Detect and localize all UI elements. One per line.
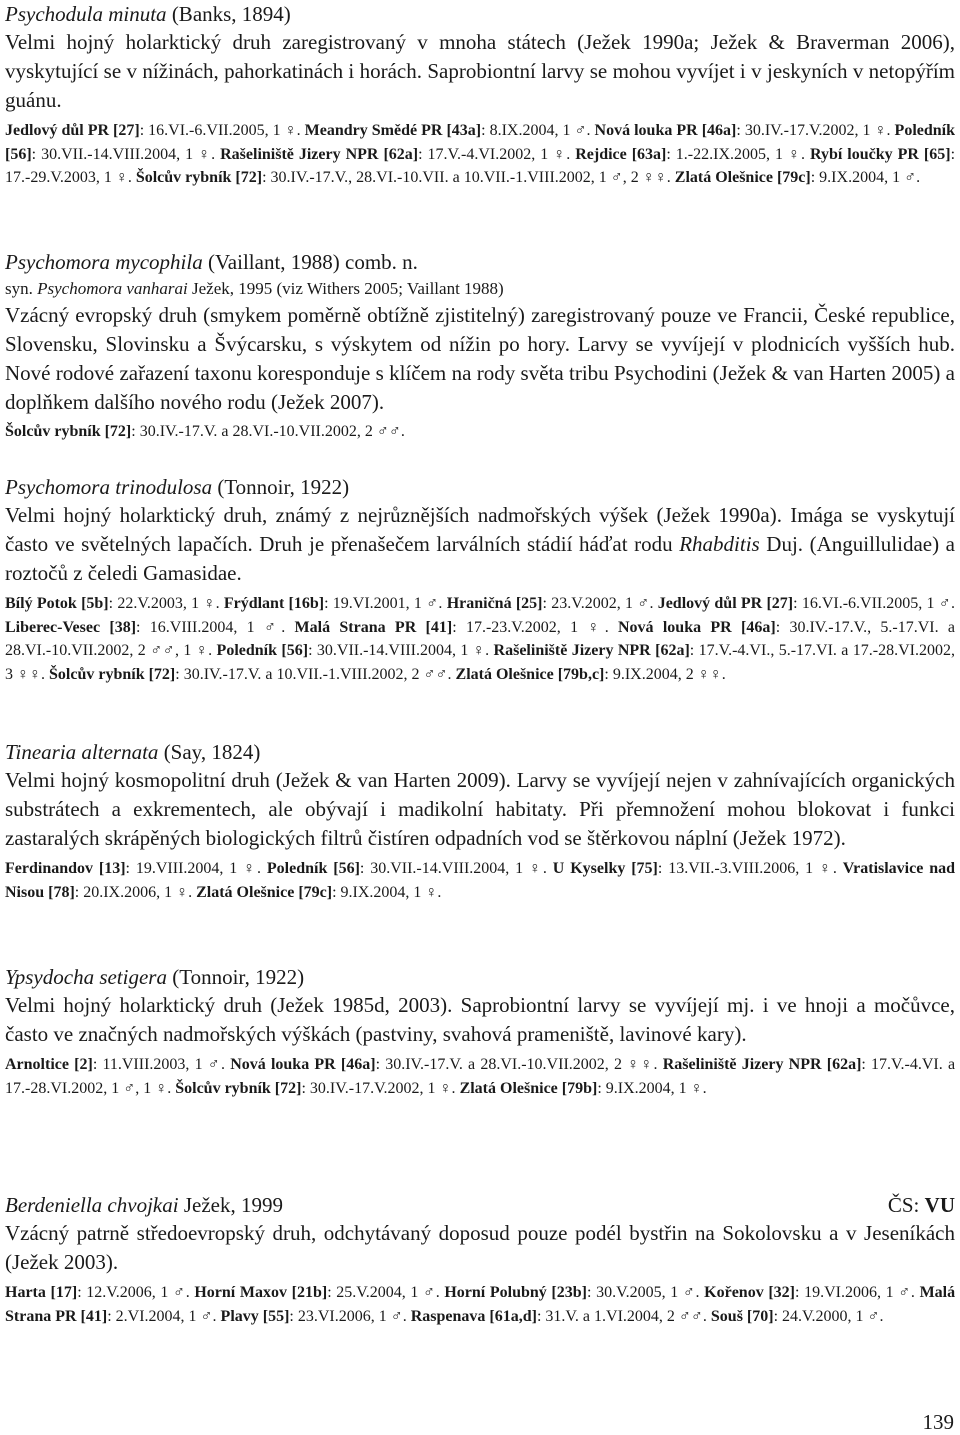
genus-name: Rhabditis [679, 532, 760, 556]
record-locality: Rašeliniště Jizery NPR [62a] [220, 145, 419, 163]
record-locality: Zlatá Olešnice [79c] [674, 169, 811, 186]
record-locality: Plavy [55] [220, 1307, 290, 1325]
synonym-rest: Ježek, 1995 (viz Withers 2005; Vaillant 1988) [187, 279, 504, 298]
record-data: : 9.IX.2004, 2 ♀♀. [604, 665, 726, 683]
record-locality: Jedlový důl PR [27] [657, 595, 794, 612]
record-locality: Souš [70] [710, 1307, 774, 1325]
record-data: : 17.V.-4.VI.2002, 1 ♀. [418, 145, 576, 163]
species-entry-tinearia-alternata [5, 740, 955, 904]
record-locality: Hraničná [25] [446, 595, 543, 612]
record-locality: U Kyselky [75] [552, 860, 658, 877]
species-description: Velmi hojný kosmopolitní druh (Ježek & van Harten 2009). Larvy se vyvíjejí nejen v zahnívajících organických substrátech a exkrementech, ale obývají i madikolní habitaty. Při přemnožení mohou blokovat i funkci zastaralých skrápěných biologických filtrů čistíren odpadních vod se štěrkovou náplní (Ježek 1972). [5, 768, 955, 850]
record-locality: Meandry Smědé PR [43a] [304, 122, 482, 139]
species-name: Psychomora mycophila [5, 250, 203, 274]
record-data: : 30.IV.-17.V. a 10.VII.-1.VIII.2002, 2 ♂♂. [175, 665, 456, 683]
threat-status [888, 1193, 955, 1217]
record-data: : 12.V.2006, 1 ♂. [77, 1284, 195, 1301]
record-data: : 16.VI.-6.VII.2005, 1 ♂. [793, 595, 956, 612]
record-data: : 25.V.2004, 1 ♂. [327, 1284, 445, 1301]
record-locality: Vratislavice nad Nisou [78] [5, 860, 955, 901]
record-data: : 30.IV.-17.V., 5.-17.VI. a 28.VI.-10.VII.2002, 2 ♂♂, 1 ♀. [5, 618, 956, 659]
record-locality: Zlatá Olešnice [79c] [196, 883, 333, 901]
synonym-line [5, 279, 955, 299]
record-data: : 23.VI.2006, 1 ♂. [289, 1307, 411, 1325]
record-locality: Kořenov [32] [704, 1284, 796, 1301]
record-data: : 19.VI.2001, 1 ♂. [324, 595, 447, 612]
record-data: : 24.V.2000, 1 ♂. [773, 1307, 884, 1325]
record-locality: Horní Polubný [23b] [444, 1284, 587, 1301]
species-name: Ypsydocha setigera [5, 965, 167, 989]
records-list [5, 592, 955, 686]
record-locality: Poledník [56] [216, 642, 309, 659]
record-data: : 17.V.-4.VI. a 17.-28.VI.2002, 1 ♂, 1 ♀. [5, 1056, 956, 1097]
species-entry-psychodula-minuta [5, 2, 955, 190]
records-list [5, 420, 955, 444]
record-data: : 30.IV.-17.V.2002, 1 ♀. [736, 122, 895, 139]
record-data: : 16.VI.-6.VII.2005, 1 ♀. [139, 122, 305, 139]
species-authority: (Banks, 1894) [166, 2, 291, 26]
record-locality: Nová louka PR [46a] [618, 618, 776, 636]
record-locality: Rejdice [63a] [575, 145, 667, 163]
species-authority: Ježek, 1999 [178, 1193, 283, 1217]
species-name: Psychomora trinodulosa [5, 475, 213, 499]
record-data: : 30.VII.-14.VIII.2004, 1 ♀. [308, 642, 494, 659]
record-locality: Malá Strana PR [41] [5, 1284, 956, 1325]
record-data: : 11.VIII.2003, 1 ♂. [92, 1056, 231, 1073]
record-data: : 19.VIII.2004, 1 ♀. [125, 860, 267, 877]
species-heading [5, 475, 955, 499]
record-locality: Raspenava [61a,d] [410, 1307, 537, 1325]
status-prefix: ČS: [887, 1193, 925, 1217]
species-description: Velmi hojný holarktický druh (Ježek 1985d, 2003). Saprobiontní larvy se vyvíjejí mj. i ve hnoji a močůvce, často ve značných nadmořských výškách (pastviny, svahová prameniště, lavinové kary). [5, 993, 955, 1046]
record-locality: Frýdlant [16b] [223, 595, 325, 612]
synonym-species: Psychomora vanharai [37, 279, 188, 298]
record-data: : 9.IX.2004, 1 ♀. [332, 883, 442, 901]
record-locality: Liberec-Vesec [38] [5, 618, 137, 636]
species-entry-berdeniella-chvojkai [5, 1193, 955, 1328]
record-locality: Nová louka PR [46a] [230, 1056, 376, 1073]
record-data: : 16.VIII.2004, 1 ♂. [136, 618, 295, 636]
record-data: : 31.V. a 1.VI.2004, 2 ♂♂. [536, 1307, 711, 1325]
species-description: Velmi hojný holarktický druh zaregistrovaný v mnoha státech (Ježek 1990a; Ježek & Braverman 2006), vyskytující se v nížinách, pahorkatinách i horách. Saprobiontní larvy se mohou vyvíjet i v jeskyních v netopýřím guánu. [5, 30, 955, 112]
records-list [5, 1053, 955, 1100]
species-name: Berdeniella chvojkai [5, 1193, 179, 1217]
record-locality: Rašeliniště Jizery NPR [62a] [662, 1056, 862, 1073]
record-data: : 19.VI.2006, 1 ♂. [795, 1284, 920, 1301]
record-data: : 30.IV.-17.V. a 28.VI.-10.VII.2002, 2 ♂♂. [131, 423, 405, 440]
species-heading [5, 965, 955, 989]
record-data: : 30.V.2005, 1 ♂. [587, 1284, 705, 1301]
record-data: : 30.IV.-17.V. a 28.VI.-10.VII.2002, 2 ♀♀. [375, 1056, 663, 1073]
record-data: : 1.-22.IX.2005, 1 ♀. [666, 145, 810, 163]
record-data: : 20.IX.2006, 1 ♀. [74, 883, 197, 901]
species-entry-psychomora-trinodulosa [5, 475, 955, 686]
record-locality: Rybí loučky PR [65] [809, 145, 951, 163]
record-data: : 23.V.2002, 1 ♂. [542, 595, 658, 612]
record-data: : 30.IV.-17.V.2002, 1 ♀. [301, 1079, 460, 1097]
species-authority: (Say, 1824) [158, 740, 261, 764]
species-authority: (Vaillant, 1988) comb. n. [202, 250, 418, 274]
species-entry-ypsydocha-setigera [5, 965, 955, 1100]
record-data: : 17.-23.V.2002, 1 ♀. [452, 618, 618, 636]
record-locality: Poledník [56] [5, 122, 956, 163]
record-locality: Malá Strana PR [41] [294, 618, 453, 636]
species-description [5, 501, 955, 588]
record-data: : 30.VII.-14.VIII.2004, 1 ♀. [31, 145, 221, 163]
record-locality: Rašeliniště Jizery NPR [62a] [493, 642, 690, 659]
record-locality: Horní Maxov [21b] [194, 1284, 328, 1301]
record-data: : 17.-29.V.2003, 1 ♀. [5, 145, 956, 186]
species-heading [5, 250, 955, 274]
record-locality: Šolcův rybník [72] [5, 423, 132, 440]
record-data: : 9.IX.2004, 1 ♂. [810, 169, 921, 186]
record-data: : 13.VII.-3.VIII.2006, 1 ♀. [657, 860, 843, 877]
synonym-prefix: syn. [5, 279, 38, 298]
record-data: : 22.V.2003, 1 ♀. [108, 595, 224, 612]
record-locality: Zlatá Olešnice [79b,c] [455, 665, 605, 683]
record-data: : 30.VII.-14.VIII.2004, 1 ♀. [359, 860, 553, 877]
record-data: : 8.IX.2004, 1 ♂. [481, 122, 595, 139]
record-locality: Šolcův rybník [72] [175, 1079, 302, 1097]
records-list [5, 857, 955, 904]
status-value: VU [924, 1193, 955, 1217]
species-entry-psychomora-mycophila [5, 250, 955, 444]
record-locality: Harta [17] [5, 1284, 78, 1301]
record-locality: Arnoltice [2] [5, 1056, 93, 1073]
species-authority: (Tonnoir, 1922) [166, 965, 305, 989]
records-list [5, 1281, 955, 1328]
species-heading [5, 1193, 955, 1217]
description-text: Duj. (Anguillulidae) a roztočů z čeledi Gamasidae. [5, 532, 955, 585]
species-heading [5, 740, 955, 764]
record-data: : 17.V.-4.VI., 5.-17.VI. a 17.-28.VI.2002, 3 ♀♀. [5, 642, 956, 683]
record-locality: Bílý Potok [5b] [5, 595, 109, 612]
record-locality: Šolcův rybník [72] [135, 169, 263, 186]
record-locality: Nová louka PR [46a] [594, 122, 737, 139]
description-text: Velmi hojný holarktický druh, známý z nejrůznějších nadmořských výšek (Ježek 1990a). Imága se vyskytují často ve světelných lapačích. Druh je přenašečem larválních stádií háďat rodu [5, 503, 955, 556]
species-heading [5, 2, 955, 26]
record-data: : 9.IX.2004, 1 ♀. [597, 1079, 707, 1097]
page-number: 139 [922, 1410, 954, 1434]
species-description: Vzácný patrně středoevropský druh, odchytávaný doposud pouze podél bystřin na Sokolovsku a v Jeseníkách (Ježek 2003). [5, 1221, 955, 1274]
records-list [5, 119, 955, 190]
record-locality: Jedlový důl PR [27] [5, 122, 140, 139]
record-locality: Zlatá Olešnice [79b] [459, 1079, 598, 1097]
record-locality: Poledník [56] [266, 860, 360, 877]
species-name: Tinearia alternata [5, 740, 159, 764]
record-data: : 30.IV.-17.V., 28.VI.-10.VII. a 10.VII.-1.VIII.2002, 1 ♂, 2 ♀♀. [262, 169, 675, 186]
species-description: Vzácný evropský druh (smykem poměrně obtížně zjistitelný) zaregistrovaný pouze ve Francii, České republice, Slovensku, Slovinsku a Švýcarsku, s výskytem od nížin po hory. Larvy se vyvíjejí v plodnicích vyšších hub. Nové rodové zařazení taxonu koresponduje s klíčem na rody světa tribu Psychodini (Ježek & van Harten 2005) a doplňkem dalšího nového rodu (Ježek 2007). [5, 303, 955, 414]
species-authority: (Tonnoir, 1922) [212, 475, 350, 499]
record-locality: Ferdinandov [13] [5, 860, 126, 877]
record-data: : 2.VI.2004, 1 ♂. [107, 1307, 221, 1325]
species-name: Psychodula minuta [5, 2, 167, 26]
record-locality: Šolcův rybník [72] [49, 665, 176, 683]
